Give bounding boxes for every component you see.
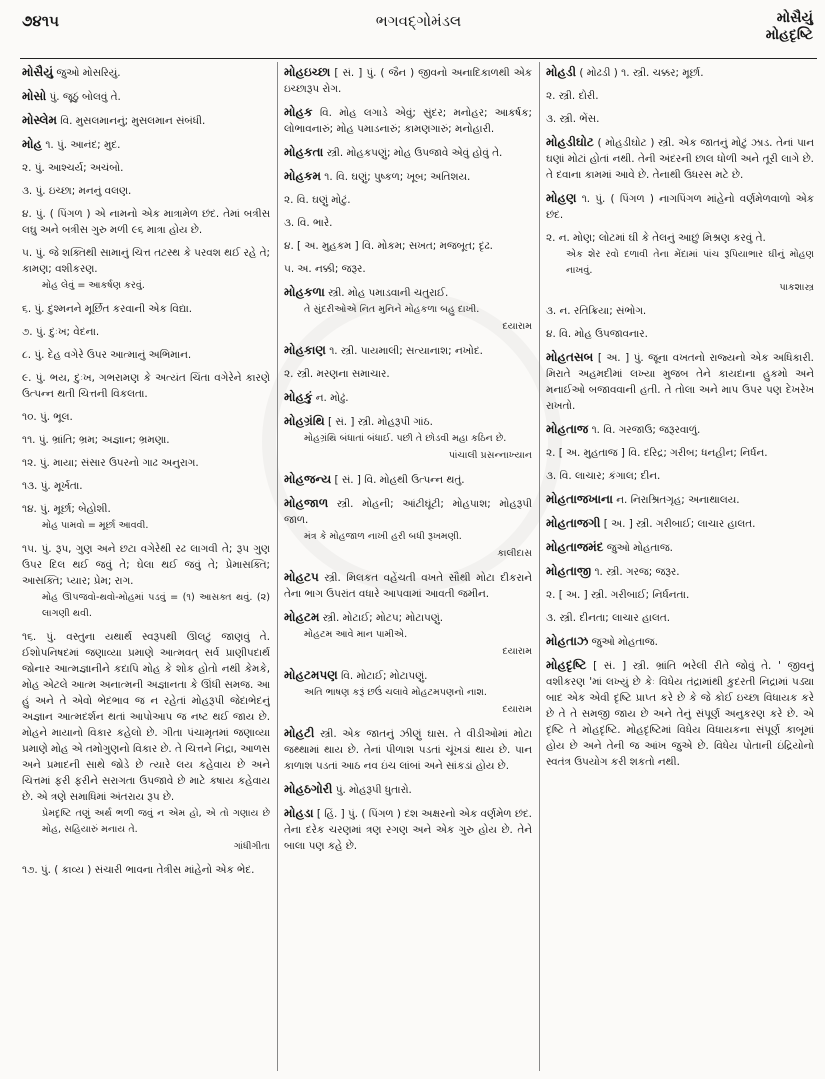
dictionary-entry (546, 349, 814, 414)
column-divider (539, 62, 540, 1071)
example-quote: મોહટમ આવે માન પામીએ. (304, 629, 408, 640)
page-number: ૭૪૧૫ (22, 12, 59, 30)
book-title: ભગવદ્ગોમંડલ (375, 12, 462, 30)
definition-text: [ સં. ] પું. ( જૈન ) જીવનો અનાદિકાળથી એક ઇચ્છારૂપ રોગ. (284, 67, 532, 95)
column-right (546, 64, 814, 777)
definition-text: ૧. સ્ત્રી. પાયમાલી; સત્યાનાશ; નખોદ. (329, 345, 483, 357)
definition-text: ૧૧. પું. ભ્રાંતિ; ભ્રમ; અજ્ઞાન; ભ્રમણા. (22, 434, 170, 446)
entry-sense (284, 366, 532, 382)
dictionary-entry (546, 421, 814, 438)
dictionary-entry (284, 144, 532, 161)
entry-sense (22, 478, 270, 494)
quote-source: ગાંધીગીતા (233, 841, 270, 852)
definition-text: ૧૨. પું. માયા; સંસાર ઉપરનો ગાઢ અનુરાગ. (22, 457, 199, 469)
headword: મોહદૃષ્ટિ (546, 658, 587, 672)
dictionary-entry (546, 539, 814, 556)
column-middle (284, 64, 532, 861)
example-quote: મંત્ર કે મોહજાળ નાખી હરી બધી રૂખમણી. (304, 531, 462, 542)
headword: મોહતાજમંદ (546, 540, 604, 554)
dictionary-entry (22, 112, 270, 129)
headword: મોહટી (284, 726, 315, 740)
definition-text: ૩. સ્ત્રી. ભેંસ. (546, 113, 600, 125)
guide-word-last: મોહદૃષ્ટિ (765, 27, 813, 43)
dictionary-entry (22, 136, 270, 153)
headword: મોહકતા (284, 145, 324, 159)
headword: મોહજન્ય (284, 472, 332, 486)
entry-sense (22, 206, 270, 238)
definition-text: વિ. મોટાઈ; મોટાપણું. (341, 670, 428, 682)
entry-sense (546, 610, 814, 626)
entry-sense (546, 230, 814, 296)
dictionary-entry (284, 284, 532, 335)
headword: મોહગ્રંથિ (284, 414, 325, 428)
definition-text: ૨. પું. આશ્ચર્ય; અચંબો. (22, 162, 124, 174)
definition-text: સ્ત્રી. મોહકપણું; મોહ ઉપજાવે એવું હોવું તે. (326, 147, 503, 159)
definition-text: ન. નિરાશ્રિતગૃહ; અનાથાલય. (616, 494, 740, 506)
headword: મોહટમ (284, 610, 320, 624)
definition-text: [ અ. ] સ્ત્રી. ગરીબાઈ; લાચાર હાલત. (603, 518, 756, 530)
quote-source: દયારામ (502, 321, 532, 332)
dictionary-entry (22, 88, 270, 105)
headword: મોહતાજ (546, 422, 589, 436)
dictionary-entry (546, 515, 814, 532)
definition-text: સ્ત્રી. મોટાઈ; મોટપ; મોટાપણું. (322, 612, 444, 624)
example-quote: મોહ ઊપજવો-થવો-મોહમાં પડવું = (૧) આસક્ત થવું. (૨) લાગણી થવી. (42, 592, 270, 619)
dictionary-entry (284, 609, 532, 660)
definition-text: ૯. પું. ભય, દુઃખ, ગભરામણ કે અત્યંત ચિંતા વગેરેને કારણે ઉત્પન્ન થતી ચિત્તની વિકલતા. (22, 372, 270, 400)
definition-text: ( મોઢડી ) ૧. સ્ત્રી. ચક્કર; મૂર્છા. (579, 67, 704, 79)
definition-text: ૧. પું. ( પિંગળ ) નાગપિંગળ માંહેનો વર્ણમેળવાળો એક છંદ. (546, 193, 814, 221)
headword: મોહતસબ (546, 350, 594, 364)
entry-sense (22, 160, 270, 176)
quote-source: પાકશાસ્ત્ર (779, 282, 814, 293)
entry-sense (546, 445, 814, 461)
dictionary-entry (284, 805, 532, 854)
headword: મોહકાણ (284, 343, 326, 357)
entry-sense (22, 409, 270, 425)
headword: મોહક (284, 105, 313, 119)
definition-text: ન. મોઢું. (315, 392, 349, 404)
headword: મોસૈયું (22, 65, 54, 79)
definition-text: ૪. વિ. મોહ ઉપજાવનાર. (546, 328, 648, 340)
entry-sense (22, 455, 270, 471)
definition-text: ૬. પું. દુશ્મનને મૂર્છિત કરવાની એક વિદ્યા. (22, 303, 193, 315)
quote-source: કાલીદાસ (497, 548, 532, 559)
entry-sense (546, 303, 814, 319)
headword: મોહઇચ્છા (284, 65, 331, 79)
entry-sense (284, 261, 532, 277)
entry-sense (22, 183, 270, 199)
definition-text: સ્ત્રી. મોહ પમાડવાની ચતુરાઈ. (328, 287, 449, 299)
dictionary-entry (546, 657, 814, 770)
entry-sense (22, 862, 270, 878)
entry-sense (284, 215, 532, 231)
example-quote: એક શેર રવો દળાવી તેના મેંદામાં પાંચ રૂપિયાભાર ઘીનું મોહણ નાખવું. (566, 249, 814, 276)
headword: મોહકમ (284, 169, 321, 183)
guide-word-first: મોસૈયું (776, 10, 813, 26)
definition-text: ૮. પું. દેહ વગેરે ઉપર આત્માનું અભિમાન. (22, 349, 192, 361)
definition-text: સ્ત્રી. મોહની; આંટીઘૂંટી; મોહપાશ; મોહરૂપી જાળ. (284, 498, 532, 526)
headword: મોહટમપણ (284, 668, 338, 682)
definition-text: [ સં. ] સ્ત્રી. મોહરૂપી ગાંઠ. (328, 416, 433, 428)
definition-text: [ અ. ] પું. જૂના વખતનો રાજ્યનો એક અધિકારી. મિરાતે અહમદીમાં લખ્યા મુજબ તેને કાયદાના હુકમો અને મનાઈઓ બજાવવાની હતી. તે તોલા અને માપ ઉપર પણ દેખરેખ રાખતો. (546, 352, 814, 412)
definition-text: ૩. પું. ઇચ્છા; મનનું વલણ. (22, 185, 132, 197)
dictionary-entry (284, 104, 532, 137)
headword: મોહઠગોરી (284, 782, 333, 796)
definition-text: [ સં. ] સ્ત્રી. ભ્રાંતિ ભરેલી રીતે જોવું તે. ' જીવનું વશીકરણ 'માં લખ્યું છે કેઃ વિધેય તંદ્રામાંથી કુદરતી નિદ્રામાં પડ્યા બાદ એક એવી દૃષ્ટિ પ્રાપ્ત કરે છે કે જે કોઈ ઇચ્છા વિધાયક કરે છે તે તે સમજી જાય છે અને તેનું સંપૂર્ણ અનુકરણ કરે છે. એ દૃષ્ટિ તે મોહદૃષ્ટિ. મોહદૃષ્ટિમાં વિધેય વિધાયકના સંપૂર્ણ કાબૂમાં હોય છે અને તેની જ આંખ જુએ છે. વિધેય પોતાની ઇંદ્રિયોનો સ્વતંત્ર ઉપયોગ કરી શકતો નથી. (546, 660, 814, 768)
dictionary-entry (284, 667, 532, 718)
example-quote: મોહગ્રંથિ બંધાતાં બંધાઈ. પછી તે છોડવી મહા કઠિન છે. (304, 433, 507, 444)
definition-text: પું. મોહરૂપી ધુતારો. (335, 784, 412, 796)
example-quote: અતિ ભાષણ કરૂં છઉં ચલાવે મોહટમપણનો નાશ. (304, 687, 487, 698)
dictionary-entry (546, 563, 814, 580)
dictionary-entry (546, 64, 814, 81)
headword: મોહડી (546, 65, 577, 79)
definition-text: જુઓ મોહતાજ. (591, 636, 658, 648)
definition-text: [ સં. ] વિ. મોહથી ઉત્પન્ન થતું. (334, 474, 465, 486)
headword: મોહકળા (284, 285, 325, 299)
definition-text: ૧૫. પું. રૂપ, ગુણ અને છટા વગેરેથી રઢ લાગવી તે; રૂપ ગુણ ઉપર દિલ થઈ જવું તે; ઘેલા થઈ જવું તે; પ્રેમાસક્તિ; આસક્તિ; પ્યાર; પ્રેમ; રાગ. (22, 543, 270, 587)
entry-sense (22, 501, 270, 534)
definition-text: ૨. વિ. ઘણું મોટું. (284, 194, 351, 206)
headword: મોહતાજગી (546, 516, 601, 530)
example-quote: તે સુંદરીઓએ નિત મુનિને મોહકળા બહુ દાખી. (304, 304, 480, 315)
dictionary-entry (284, 569, 532, 602)
entry-sense (22, 301, 270, 317)
example-quote: પ્રેમદૃષ્ટિ તણું અર્થ ભળી જવું ન એમ હો, એ તો ગણાય છે મોહ, સહિયારું મનાય તે. (42, 808, 270, 835)
dictionary-entry (284, 64, 532, 97)
definition-text: ૧૪. પું. મૂર્છા; બેહોશી. (22, 503, 111, 515)
dictionary-entry (284, 389, 532, 406)
entry-sense (22, 432, 270, 448)
entry-sense (546, 468, 814, 484)
column-divider (277, 62, 278, 1071)
headword: મોહ (22, 137, 43, 151)
entry-sense (22, 541, 270, 622)
example-quote: મોહ પામવો = મૂર્છા આવવી. (42, 520, 149, 531)
headword: મોસ્લેમ (22, 113, 57, 127)
dictionary-entry (284, 342, 532, 359)
quote-source: પાંચાલી પ્રસન્નાખ્યાન (448, 450, 532, 461)
entry-sense (22, 370, 270, 402)
definition-text: સ્ત્રી. મિલકત વહેંચતી વખતે સૌથી મોટા દીકરાને તેના ભાગ ઉપરાંત વધારે આપવામાં આવતી જમીન. (284, 572, 532, 600)
dictionary-entry (284, 781, 532, 798)
dictionary-entry (546, 633, 814, 650)
headword: મોહકું (284, 390, 313, 404)
definition-text: ૧. પું. આનંદ; મુદ. (45, 139, 121, 151)
definition-text: ૪. પું. ( પિંગળ ) એ નામનો એક માત્રામેળ છંદ. તેમાં બત્રીસ લઘુ અને બત્રીસ ગુરુ મળી ૯૬ માત્રા હોય છે. (22, 208, 270, 236)
headword: મોહતાજખાના (546, 492, 613, 506)
column-left (22, 64, 270, 885)
definition-text: ૧૭. પું. ( કાવ્ય ) સંચારી ભાવના તેત્રીસ માંહેનો એક ભેદ. (22, 864, 255, 876)
definition-text: ૧. વિ. ઘણું; પુષ્કળ; ખૂબ; અતિશય. (324, 171, 471, 183)
dictionary-entry (284, 725, 532, 774)
entry-sense (284, 238, 532, 254)
definition-text: ૨. [ અ. ] સ્ત્રી. ગરીબાઈ; નિર્ધનતા. (546, 589, 690, 601)
definition-text: ૨. ન. મોણ; લોટમાં ઘી કે તેલનું આછું મિશ્રણ કરવું તે. (546, 232, 766, 244)
headword: મોહજાળ (284, 496, 329, 510)
definition-text: પું. જૂઠું બોલવું તે. (49, 91, 121, 103)
definition-text: સ્ત્રી. એક જાતનું ઝીણું ઘાસ. તે વીડીઓમાં મોટા જથ્થામાં થાય છે. તેનાં પીળાશ પડતાં ચૂંખડાં થાય છે. પાન કાળાશ પડતાં આઠ નવ ઇંચ લાંબાં અને સાંકડાં હોય છે. (284, 728, 532, 772)
headword: મોસો (22, 89, 47, 103)
definition-text: ૧૦. પું. ભૂલ. (22, 411, 73, 423)
dictionary-entry (284, 495, 532, 562)
dictionary-entry (546, 190, 814, 223)
dictionary-entry (284, 471, 532, 488)
entry-sense (546, 88, 814, 104)
entry-sense (546, 587, 814, 603)
dictionary-entry (546, 134, 814, 183)
definition-text: ૩. સ્ત્રી. દીનતા; લાચાર હાલત. (546, 612, 671, 624)
definition-text: ૫. પું. જે શક્તિથી સામાનું ચિત્ત તટસ્થ કે પરવશ થઈ રહે તે; કામણ; વશીકરણ. (22, 247, 270, 275)
entry-sense (22, 629, 270, 855)
headword: મોહતાઝ (546, 634, 589, 648)
quote-source: દયારામ (502, 704, 532, 715)
entry-sense (22, 324, 270, 340)
dictionary-entry (284, 413, 532, 464)
entry-sense (284, 192, 532, 208)
dictionary-entry (22, 64, 270, 81)
example-quote: મોહ લેવું = આકર્ષણ કરવું. (42, 280, 145, 291)
definition-text: જુઓ મોસરિયું. (56, 67, 121, 79)
definition-text: ૧. વિ. ગરજાઉ; જરૂરવાળું. (591, 424, 701, 436)
headword: મોહડા (284, 806, 314, 820)
definition-text: ૨. [ અ. મુહતાજ ] વિ. દરિદ્ર; ગરીબ; ધનહીન; નિર્ધન. (546, 447, 768, 459)
headword: મોહટપ (284, 570, 319, 584)
headword: મોહડીઘોટ (546, 135, 594, 149)
entry-sense (22, 347, 270, 363)
page-header (22, 10, 815, 44)
definition-text: ૫. અ. નક્કી; જરૂર. (284, 263, 366, 275)
definition-text: ૨. સ્ત્રી. મરણના સમાચાર. (284, 368, 390, 380)
dictionary-entry (284, 168, 532, 185)
entry-sense (22, 245, 270, 294)
definition-text: ૭. પું. દુઃખ; વેદના. (22, 326, 100, 338)
definition-text: ૩. વિ. લાચાર; કંગાલ; દીન. (546, 470, 661, 482)
dictionary-entry (546, 491, 814, 508)
headword: મોહણ (546, 191, 577, 205)
definition-text: [ હિં. ] પું. ( પિંગળ ) દશ અક્ષરનો એક વર્ણમેળ છંદ. તેના દરેક ચરણમાં ત્રણ રગણ અને એક ગુરુ હોય છે. તેને બાલા પણ કહે છે. (284, 808, 532, 852)
definition-text: ( મોહડીઘોટ ) સ્ત્રી. એક જાતનું મોટું ઝાડ. તેનાં પાન ઘણાં મોટાં હોતાં નથી. તેની અંદરની છાલ ધોળી અને તૂરી લાગે છે. તે દવાના કામમાં આવે છે. તેનાથી ઉધરસ મટે છે. (546, 137, 814, 181)
definition-text: ૩. વિ. ભારે. (284, 217, 333, 229)
definition-text: ૧૩. પું. મૂર્ખતા. (22, 480, 83, 492)
definition-text: ૧. સ્ત્રી. ગરજ; જરૂર. (594, 566, 680, 578)
entry-sense (546, 326, 814, 342)
definition-text: ૨. સ્ત્રી. દોરી. (546, 90, 599, 102)
definition-text: જુઓ મોહતાજ. (606, 542, 673, 554)
definition-text: ૧૬. પું. વસ્તુના યથાર્થ સ્વરૂપથી ઊલટું જાણવું તે. ઈશોપનિષદમાં જણાવ્યા પ્રમાણે આત્મવત્ સર્વ પ્રાણીપદાર્થ જોનાર આત્મજ્ઞાનીને કદાપિ મોહ કે શોક હોતો નથી કેમકે, મોહ એટલે આત્મ અનાત્મની અજ્ઞાનતા કે ઊંધી સમજ. આ હું અને તે એવો ભેદભાવ જ ન રહેતાં મોહરૂપી જેદાભેદનું અજ્ઞાન આત્મદર્શન થતાં આપોઆપ જ નષ્ટ થઈ જાય છે. મોહને માયાનો વિકાર કહેલો છે. ગીતા પંચામૃતમાં જણાવ્યા પ્રમાણે મોહ એ તમોગુણનો વિકાર છે. તે ચિત્તને નિદ્રા, આળસ અને પ્રમાદની સાથે જોડે છે ત્યારે લય કહેવાય છે અને ચિત્તમાં ફરી ફરીને સરાગતા ઉપજાવે છે માટે કષાય કહેવાય છે. એ ત્રણે સમાધિમાં અંતરાય રૂપ છે. (22, 631, 270, 803)
definition-text: વિ. મોહ લગાડે એવું; સુંદર; મનોહર; આકર્ષક; લોભાવનારું; મોહ પમાડનારું; કામણગારું; મનોહારી. (284, 107, 532, 135)
quote-source: દયારામ (502, 646, 532, 657)
header-rule (20, 58, 817, 59)
headword: મોહતાજી (546, 564, 592, 578)
entry-sense (546, 111, 814, 127)
definition-text: ૪. [ અ. મુહકમ ] વિ. મોકમ; સખત; મજબૂત; દૃઢ. (284, 240, 493, 252)
definition-text: વિ. મુસલમાનનું; મુસલમાન સંબંધી. (60, 115, 206, 127)
definition-text: ૩. ન. રતિક્રિયા; સંભોગ. (546, 305, 647, 317)
